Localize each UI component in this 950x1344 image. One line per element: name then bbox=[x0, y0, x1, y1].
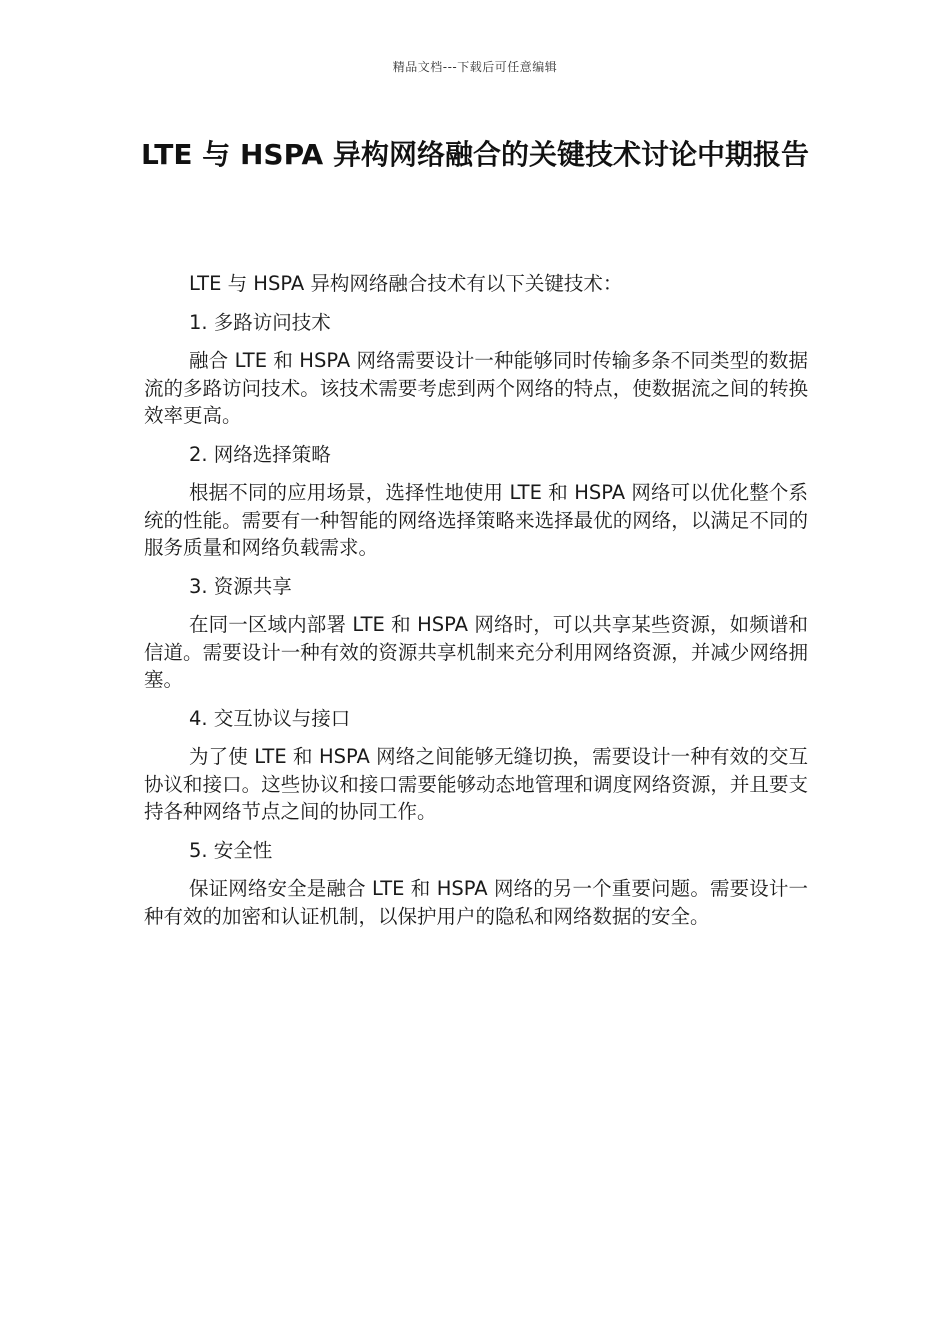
section-body-3: 在同一区域内部署 LTE 和 HSPA 网络时，可以共享某些资源，如频谱和信道。需要设计一种有效的资源共享机制来充分利用网络资源，并减少网络拥塞。 bbox=[144, 613, 808, 691]
page-header-note: 精品文档---下载后可任意编辑 bbox=[392, 60, 558, 74]
section-heading-4: 4. 交互协议与接口 bbox=[189, 706, 351, 730]
document-body bbox=[144, 270, 808, 941]
section-body-4: 为了使 LTE 和 HSPA 网络之间能够无缝切换，需要设计一种有效的交互协议和接口。这些协议和接口需要能够动态地管理和调度网络资源，并且要支持各种网络节点之间的协同工作。 bbox=[144, 745, 808, 823]
section-body-5: 保证网络安全是融合 LTE 和 HSPA 网络的另一个重要问题。需要设计一种有效的加密和认证机制，以保护用户的隐私和网络数据的安全。 bbox=[144, 877, 808, 928]
section-heading-2: 2. 网络选择策略 bbox=[189, 442, 331, 466]
section-body-2: 根据不同的应用场景，选择性地使用 LTE 和 HSPA 网络可以优化整个系统的性能。需要有一种智能的网络选择策略来选择最优的网络，以满足不同的服务质量和网络负载需求。 bbox=[144, 481, 808, 559]
document-title: LTE 与 HSPA 异构网络融合的关键技术讨论中期报告 bbox=[141, 138, 809, 171]
intro-paragraph: LTE 与 HSPA 异构网络融合技术有以下关键技术： bbox=[189, 272, 623, 295]
section-heading-5: 5. 安全性 bbox=[189, 838, 273, 862]
section-heading-1: 1. 多路访问技术 bbox=[189, 310, 331, 334]
section-heading-3: 3. 资源共享 bbox=[189, 574, 292, 598]
section-body-1: 融合 LTE 和 HSPA 网络需要设计一种能够同时传输多条不同类型的数据流的多路访问技术。该技术需要考虑到两个网络的特点，使数据流之间的转换效率更高。 bbox=[144, 349, 808, 427]
